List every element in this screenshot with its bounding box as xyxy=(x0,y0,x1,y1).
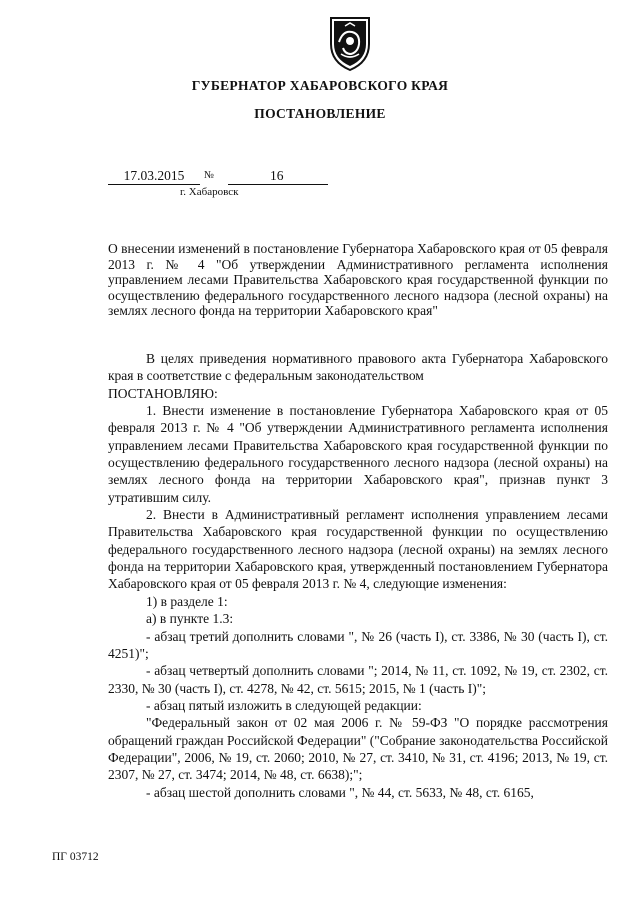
body-paragraph: В целях приведения нормативного правового акта Губернатора Хабаровского края в соответствие с федеральным законодательством xyxy=(108,351,608,384)
form-code: ПГ 03712 xyxy=(52,851,99,863)
body-paragraph: а) в пункте 1.3: xyxy=(146,611,234,627)
number-sign: № xyxy=(204,170,215,181)
body-paragraph: - абзац пятый изложить в следующей редакции: xyxy=(146,697,422,713)
body-paragraph: 1) в разделе 1: xyxy=(146,593,228,609)
body-paragraph: 1. Внести изменение в постановление Губернатора Хабаровского края от 05 февраля 2013 г. № 4 "Об утверждении Административного регламента исполнения управлением лесами Правительства Хабаровского края государственной функции по осуществлению федерального государственного лесного надзора (лесной охраны) на землях лесного фонда на территории Хабаровского края", признав пункт 3 утратившим силу. xyxy=(108,403,608,505)
document-subject: О внесении изменений в постановление Губернатора Хабаровского края от 05 февраля 2013 г. № 4 "Об утверждении Административного регламента исполнения управлением лесами Правительства Хабаровского края государственной функции по осуществлению федерального государственного лесного надзора (лесной охраны) на землях лесного фонда на территории Хабаровского края" xyxy=(108,241,608,318)
document-number: 16 xyxy=(228,167,328,185)
document-date: 17.03.2015 xyxy=(108,167,200,185)
body-paragraph: ПОСТАНОВЛЯЮ: xyxy=(108,385,218,401)
coat-of-arms-emblem-icon xyxy=(327,14,373,72)
document-city: г. Хабаровск xyxy=(180,186,239,198)
body-paragraph: - абзац шестой дополнить словами ", № 44, ст. 5633, № 48, ст. 6165, xyxy=(146,784,534,800)
document-type: ПОСТАНОВЛЕНИЕ xyxy=(254,106,386,121)
body-paragraph: "Федеральный закон от 02 мая 2006 г. № 59-ФЗ "О порядке рассмотрения обращений граждан Российской Федерации" ("Собрание законодательства Российской Федерации", 2006, № 19, ст. 2060; 2010, № 27, ст. 3410, № 31, ст. 4196; 2013, № 19, ст. 2307, № 27, ст. 3474; 2014, № 48, ст. 6638);"; xyxy=(108,715,608,783)
body-paragraph: 2. Внести в Административный регламент исполнения управлением лесами Правительства Хабаровского края государственной функции по осуществлению федерального государственного лесного надзора (лесной охраны) на землях лесного фонда на территории Хабаровского края, утвержденный постановлением Губернатора Хабаровского края от 05 февраля 2013 г. № 4, следующие изменения: xyxy=(108,507,608,592)
body-paragraph: - абзац четвертый дополнить словами "; 2014, № 11, ст. 1092, № 19, ст. 2302, ст. 2330, № 30 (часть I), ст. 4278, № 42, ст. 5615; 2015, № 1 (часть I)"; xyxy=(108,663,608,696)
document-body xyxy=(108,350,608,801)
body-paragraph: - абзац третий дополнить словами ", № 26 (часть I), ст. 3386, № 30 (часть I), ст. 4251)"; xyxy=(108,628,608,661)
issuing-authority: ГУБЕРНАТОР ХАБАРОВСКОГО КРАЯ xyxy=(191,78,449,93)
